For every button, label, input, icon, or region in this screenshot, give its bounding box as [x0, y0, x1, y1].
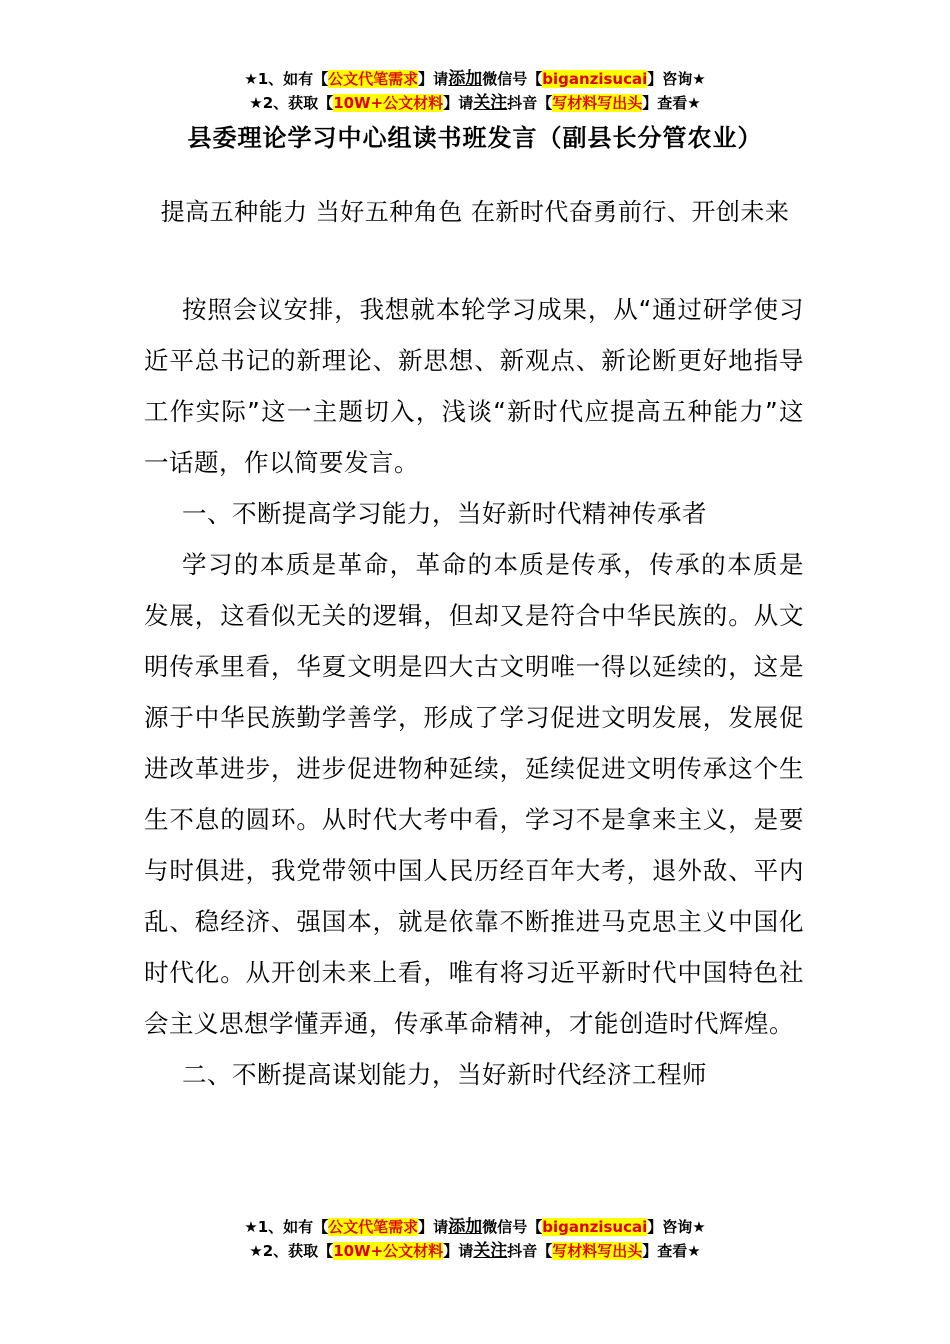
section-heading-1: 一、不断提高学习能力，当好新时代精神传承者 — [182, 499, 707, 528]
bottom-banner — [0, 1216, 950, 1264]
banner-line-1 — [0, 1216, 950, 1240]
document-body — [144, 284, 804, 1100]
document-title: 县委理论学习中心组读书班发言（副县长分管农业） — [187, 124, 763, 152]
banner-star-prefix: ★1、如有【 — [244, 70, 329, 88]
section-heading-2: 二、不断提高谋划能力，当好新时代经济工程师 — [182, 1060, 707, 1089]
banner-suffix: 】查看★ — [642, 1242, 701, 1260]
banner-line-2 — [0, 1240, 950, 1264]
banner-star-prefix: ★2、获取【 — [249, 1242, 334, 1260]
banner-douyin-text: 抖音【 — [507, 94, 553, 112]
banner-add-text: 添加 — [448, 69, 483, 89]
banner-mid-text: 】请 — [418, 1218, 449, 1236]
douyin-account: 写材料写出头 — [552, 94, 643, 112]
wechat-id: biganzisucai — [542, 70, 648, 88]
banner-line-1 — [0, 68, 950, 92]
banner-line-2 — [0, 92, 950, 116]
douyin-account: 写材料写出头 — [552, 1242, 643, 1260]
banner-suffix: 】咨询★ — [647, 1218, 706, 1236]
banner-star-prefix: ★1、如有【 — [244, 1218, 329, 1236]
highlight-service: 公文代笔需求 — [328, 70, 419, 88]
banner-suffix: 】查看★ — [642, 94, 701, 112]
paragraph-intro: 按照会议安排，我想就本轮学习成果，从“通过研学使习近平总书记的新理论、新思想、新观点、新论断更好地指导工作实际”这一主题切入，浅谈“新时代应提高五种能力”这一话题，作以简要发言。 — [144, 295, 804, 477]
document-subtitle: 提高五种能力 当好五种角色 在新时代奋勇前行、开创未来 — [160, 198, 790, 226]
banner-mid-text: 】请 — [443, 94, 474, 112]
banner-star-prefix: ★2、获取【 — [249, 94, 334, 112]
banner-follow-text: 关注 — [473, 1241, 508, 1261]
wechat-id: biganzisucai — [542, 1218, 648, 1236]
banner-wechat-text: 微信号【 — [482, 70, 543, 88]
banner-add-text: 添加 — [448, 1217, 483, 1237]
banner-suffix: 】咨询★ — [647, 70, 706, 88]
highlight-materials: 10W+公文材料 — [333, 1242, 444, 1260]
banner-follow-text: 关注 — [473, 93, 508, 113]
highlight-materials: 10W+公文材料 — [333, 94, 444, 112]
top-banner — [0, 68, 950, 116]
paragraph-section-1: 学习的本质是革命，革命的本质是传承，传承的本质是发展，这看似无关的逻辑，但却又是符合中华民族的。从文明传承里看，华夏文明是四大古文明唯一得以延续的，这是源于中华民族勤学善学，形成了学习促进文明发展，发展促进改革进步，进步促进物种延续，延续促进文明传承这个生生不息的圆环。从时代大考中看，学习不是拿来主义，是要与时俱进，我党带领中国人民历经百年大考，退外敌、平内乱、稳经济、强国本，就是依靠不断推进马克思主义中国化时代化。从开创未来上看，唯有将习近平新时代中国特色社会主义思想学懂弄通，传承革命精神，才能创造时代辉煌。 — [144, 550, 804, 1038]
banner-douyin-text: 抖音【 — [507, 1242, 553, 1260]
banner-mid-text: 】请 — [418, 70, 449, 88]
highlight-service: 公文代笔需求 — [328, 1218, 419, 1236]
banner-wechat-text: 微信号【 — [482, 1218, 543, 1236]
banner-mid-text: 】请 — [443, 1242, 474, 1260]
